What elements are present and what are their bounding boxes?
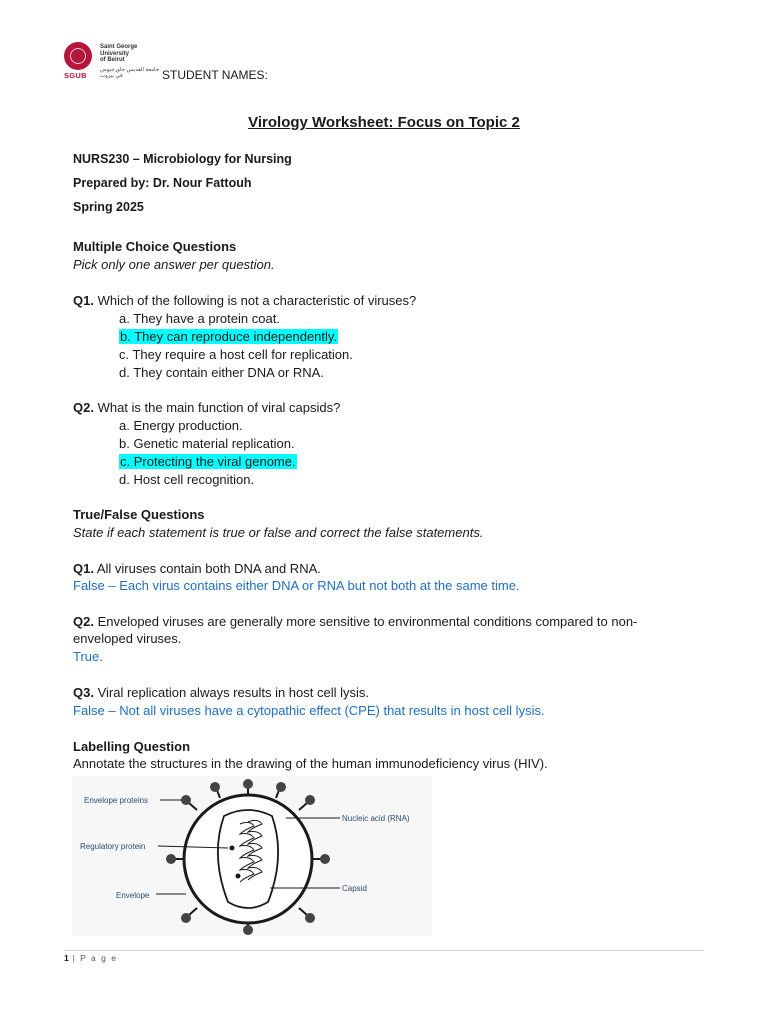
tf-heading: True/False Questions — [73, 507, 205, 522]
university-logo — [64, 42, 174, 78]
page-word: | P a g e — [72, 953, 118, 963]
tf-q3 — [73, 685, 369, 700]
question-number: Q1. — [73, 293, 94, 308]
spike-head-icon — [305, 795, 315, 805]
question-number: Q3. — [73, 685, 94, 700]
labelling-heading: Labelling Question — [73, 739, 191, 754]
question-text: What is the main function of viral capsids? — [93, 400, 341, 415]
course-line: NURS230 – Microbiology for Nursing — [73, 152, 292, 166]
question-text: Enveloped viruses are generally more sensitive to environmental conditions compared to non- — [93, 614, 638, 629]
label-envelope: Envelope — [116, 891, 150, 900]
question-number: Q2. — [73, 400, 94, 415]
question-text: All viruses contain both DNA and RNA. — [93, 561, 321, 576]
mcq-q1-option-b — [119, 329, 338, 344]
page-footer — [64, 953, 117, 963]
spike-head-icon — [320, 854, 330, 864]
mcq-q1-option-a: a. They have a protein coat. — [119, 311, 280, 326]
regulatory-protein-dot — [230, 846, 235, 851]
worksheet-title: Virology Worksheet: Focus on Topic 2 — [248, 114, 520, 131]
labelling-instruction: Annotate the structures in the drawing of the human immunodeficiency virus (HIV). — [73, 756, 548, 771]
tf-q1-answer: False – Each virus contains either DNA or RNA but not both at the same time. — [73, 578, 520, 593]
logo-name-line: of Beirut — [100, 57, 125, 64]
tf-q2-continuation: enveloped viruses. — [73, 631, 182, 646]
label-capsid: Capsid — [342, 884, 367, 893]
tf-instruction: State if each statement is true or false and correct the false statements. — [73, 525, 484, 540]
highlighted-answer: c. Protecting the viral genome. — [120, 454, 296, 469]
page-number: 1 — [64, 953, 69, 963]
logo-name — [100, 44, 170, 64]
spike-head-icon — [210, 782, 220, 792]
spike-head-icon — [276, 782, 286, 792]
spike-head-icon — [305, 913, 315, 923]
spike-head-icon — [181, 795, 191, 805]
spike-head-icon — [166, 854, 176, 864]
mcq-q2-option-c — [119, 454, 297, 469]
highlighted-answer: b. They can reproduce independently. — [120, 329, 338, 344]
logo-name-line: Saint George — [100, 44, 138, 50]
logo-name-line: University — [100, 50, 130, 57]
university-seal-icon — [64, 42, 92, 70]
label-nucleic-acid: Nucleic acid (RNA) — [342, 814, 410, 823]
mcq-q1-option-c: c. They require a host cell for replication. — [119, 347, 353, 362]
regulatory-protein-dot — [236, 874, 241, 879]
term-line: Spring 2025 — [73, 200, 144, 214]
tf-q3-answer: False – Not all viruses have a cytopathic effect (CPE) that results in host cell lysis. — [73, 703, 545, 718]
mcq-q1 — [73, 293, 416, 308]
spike-head-icon — [243, 779, 253, 789]
hiv-diagram-svg — [72, 776, 432, 936]
hiv-diagram — [72, 776, 432, 936]
question-number: Q2. — [73, 614, 94, 629]
mcq-q1-option-d: d. They contain either DNA or RNA. — [119, 365, 324, 380]
mcq-q2 — [73, 400, 340, 415]
mcq-instruction: Pick only one answer per question. — [73, 257, 275, 272]
prepared-by-line: Prepared by: Dr. Nour Fattouh — [73, 176, 252, 190]
tf-q1 — [73, 561, 321, 576]
question-text: Which of the following is not a characteristic of viruses? — [93, 293, 417, 308]
mcq-heading: Multiple Choice Questions — [73, 239, 237, 254]
mcq-q2-option-b: b. Genetic material replication. — [119, 436, 295, 451]
question-text: Viral replication always results in host cell lysis. — [93, 685, 369, 700]
label-envelope-proteins: Envelope proteins — [84, 796, 149, 805]
logo-arabic-name — [100, 67, 170, 79]
footer-divider — [64, 950, 704, 951]
mcq-q2-option-a: a. Energy production. — [119, 418, 243, 433]
capsid-shape — [218, 810, 278, 908]
mcq-q2-option-d: d. Host cell recognition. — [119, 472, 255, 487]
label-regulatory-protein: Regulatory protein — [80, 842, 146, 851]
student-names-label: STUDENT NAMES: — [162, 68, 268, 82]
spike-head-icon — [181, 913, 191, 923]
logo-arabic-line: في بيروت — [100, 73, 123, 79]
logo-arabic-line: جامعة القديس جاورجيوس — [100, 67, 160, 73]
tf-q2 — [73, 614, 637, 629]
logo-abbreviation: SGUB — [64, 71, 87, 80]
spike-head-icon — [243, 925, 253, 935]
question-number: Q1. — [73, 561, 94, 576]
tf-q2-answer: True. — [73, 649, 103, 664]
